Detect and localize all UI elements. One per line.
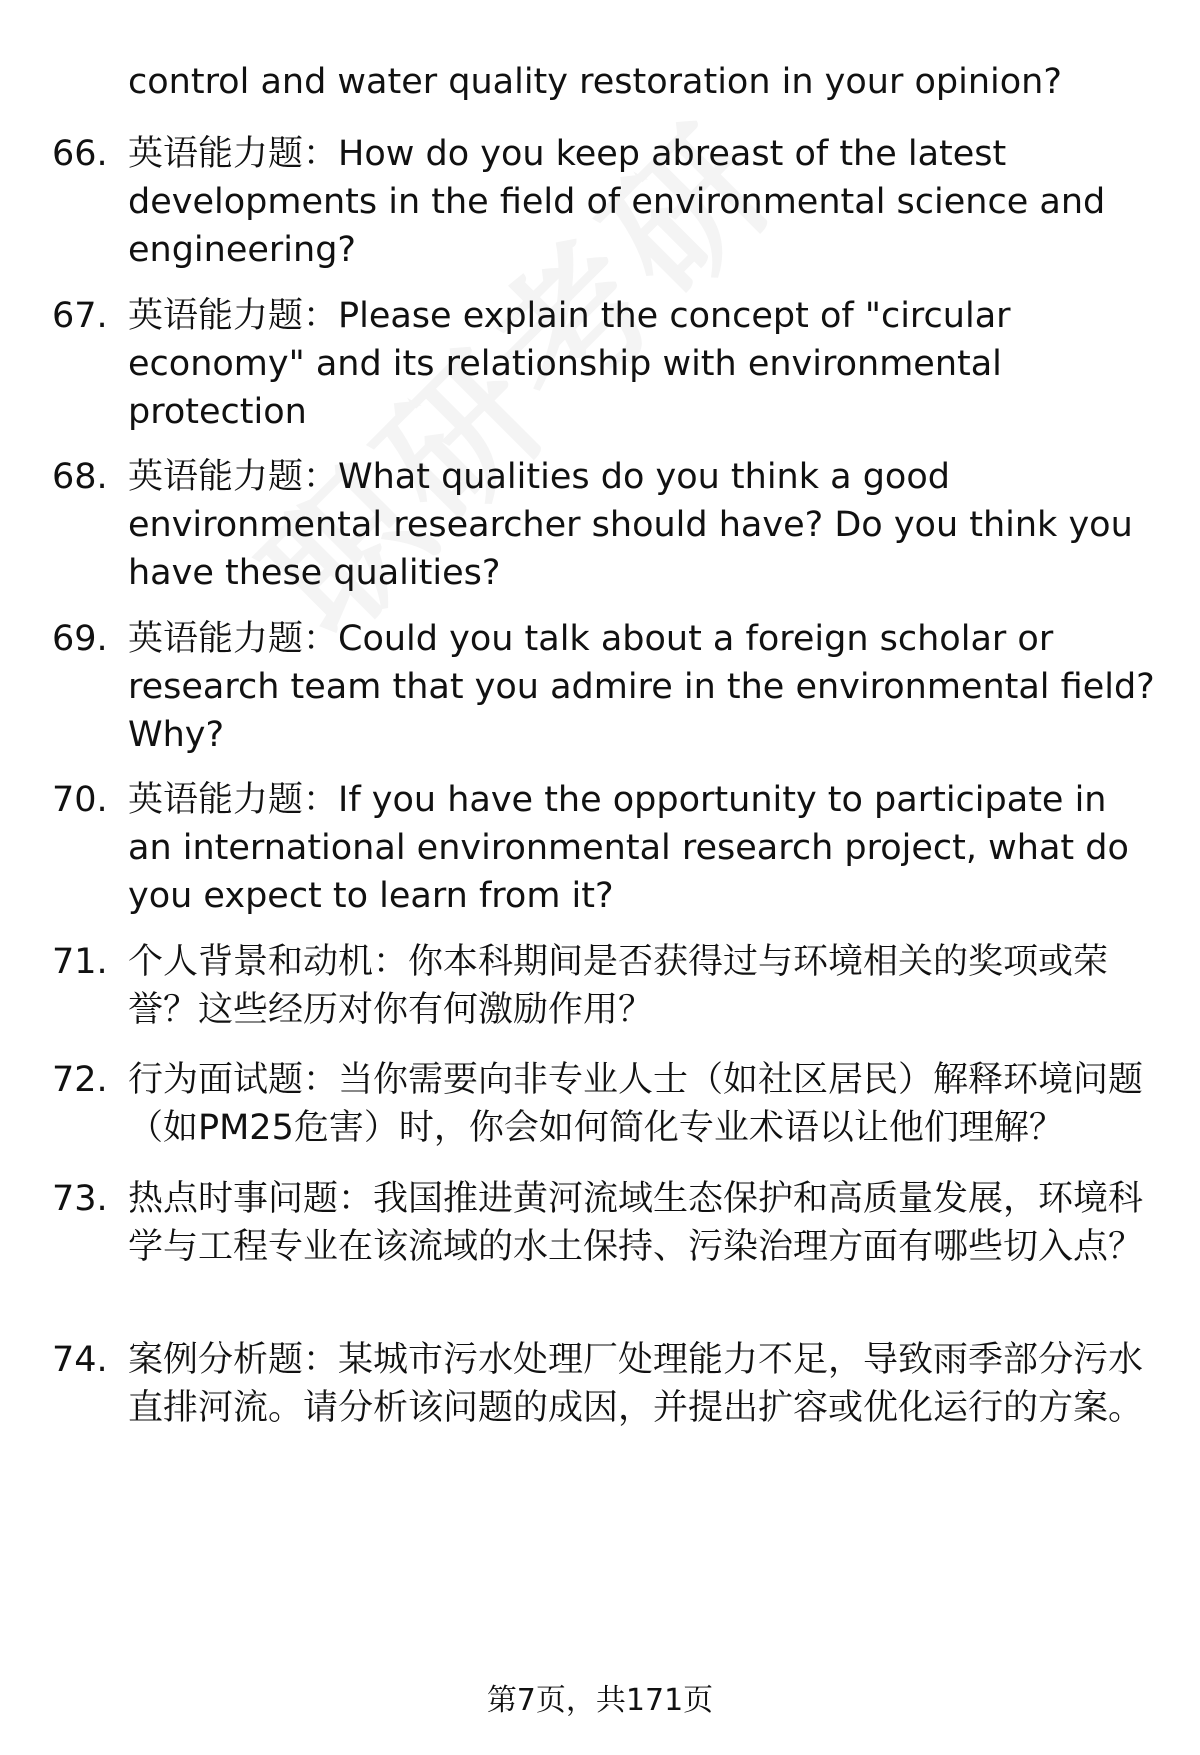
question-item: [52, 453, 1162, 597]
question-item: [52, 130, 1162, 274]
question-number: 74.: [52, 1340, 108, 1380]
page-footer: 第7页，共171页: [486, 1683, 714, 1718]
question-text: 热点时事问题：我国推进黄河流域生态保护和高质量发展，环境科学与工程专业在该流域的水土保持、污染治理方面有哪些切入点？: [128, 1179, 1144, 1267]
question-number: 71.: [52, 942, 108, 982]
question-item: [52, 938, 1162, 1034]
question-item: [52, 776, 1162, 920]
question-number: 68.: [52, 457, 108, 497]
question-number: 73.: [52, 1179, 108, 1219]
question-item: [52, 292, 1162, 436]
question-number: 70.: [52, 780, 108, 820]
question-text: 英语能力题：How do you keep abreast of the latest developments in the field of environmental science and engineering?: [128, 134, 1106, 270]
question-number: 69.: [52, 619, 108, 659]
question-text: 英语能力题：Please explain the concept of "circular economy" and its relationship with environmental protection: [128, 296, 1011, 432]
question-text: 个人背景和动机：你本科期间是否获得过与环境相关的奖项或荣誉？这些经历对你有何激励作用？: [128, 942, 1109, 1030]
question-item: [52, 1336, 1162, 1432]
question-text: 案例分析题：某城市污水处理厂处理能力不足，导致雨季部分污水直排河流。请分析该问题的成因，并提出扩容或优化运行的方案。: [128, 1340, 1144, 1428]
question-text: 行为面试题：当你需要向非专业人士（如社区居民）解释环境问题（如PM25危害）时，你会如何简化专业术语以让他们理解？: [128, 1060, 1144, 1148]
question-continuation: control and water quality restoration in your opinion?: [128, 62, 1062, 102]
question-item: [52, 1056, 1162, 1152]
question-text: 英语能力题：If you have the opportunity to participate in an international environmental research project, what do you expect to learn from it?: [128, 780, 1129, 916]
question-item: [52, 615, 1162, 759]
question-text: 英语能力题：What qualities do you think a good environmental researcher should have? Do you think you have these qualities?: [128, 457, 1133, 593]
question-number: 67.: [52, 296, 108, 336]
question-item: [52, 1175, 1162, 1271]
question-number: 72.: [52, 1060, 108, 1100]
question-number: 66.: [52, 134, 108, 174]
question-text: 英语能力题：Could you talk about a foreign scholar or research team that you admire in the environmental field? Why?: [128, 619, 1155, 755]
